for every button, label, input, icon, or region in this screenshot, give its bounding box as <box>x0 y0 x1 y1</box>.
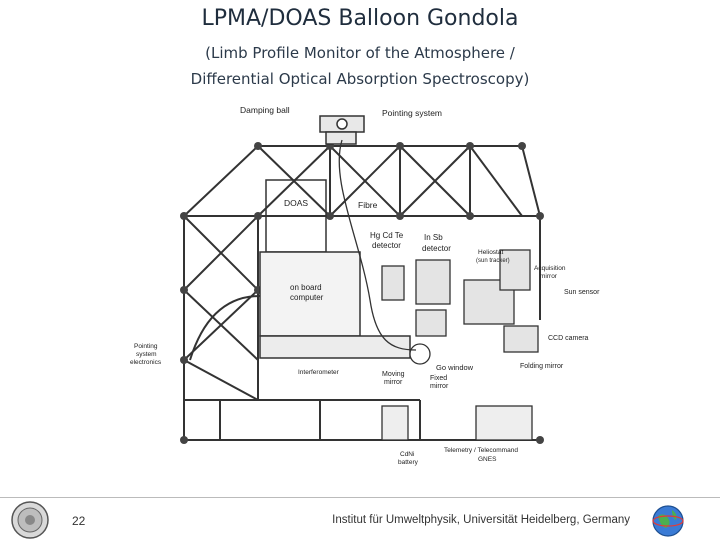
university-seal-icon <box>8 500 52 540</box>
label-pointing-system: Pointing system <box>382 108 442 118</box>
label-go-window: Go window <box>436 363 474 372</box>
slide-subtitle <box>0 40 720 92</box>
label-onboard-2: computer <box>290 293 324 302</box>
globe-logo-icon <box>646 502 690 540</box>
telemetry-box <box>476 406 532 440</box>
gondola-diagram <box>120 100 600 470</box>
label-hgcdte-2: detector <box>372 241 401 250</box>
label-insb-2: detector <box>422 244 451 253</box>
footer-divider <box>0 497 720 498</box>
label-insb-1: In Sb <box>424 233 443 242</box>
label-pointing-elec-3: electronics <box>130 359 162 366</box>
label-cdni-1: CdNi <box>400 451 415 458</box>
label-hgcdte-1: Hg Cd Te <box>370 231 404 240</box>
label-doas: DOAS <box>284 198 309 208</box>
subtitle-line-2: Differential Optical Absorption Spectroscopy) <box>190 70 530 88</box>
label-ccd-camera: CCD camera <box>548 335 589 342</box>
label-fixed-2: mirror <box>430 383 449 390</box>
label-telemetry-2: GNES <box>478 456 497 463</box>
pointing-system-assembly <box>320 116 364 144</box>
label-sun-sensor: Sun sensor <box>564 289 600 296</box>
label-fixed-1: Fixed <box>430 375 448 382</box>
page-number: 22 <box>72 514 86 528</box>
battery-box <box>382 406 408 440</box>
label-interferometer: Interferometer <box>298 369 339 376</box>
label-fibre: Fibre <box>358 200 378 210</box>
label-pointing-elec-1: Pointing <box>134 343 158 350</box>
label-onboard-1: on board <box>290 283 322 292</box>
institute-name: Institut für Umweltphysik, Universität Heidelberg, Germany <box>332 514 630 526</box>
label-heliostat-1: Heliostat <box>478 249 504 256</box>
label-heliostat-2: (sun tracker) <box>476 258 510 264</box>
label-cdni-2: battery <box>398 459 418 466</box>
label-acquisition-1: Acquisition <box>534 265 566 272</box>
label-damping-ball: Damping ball <box>240 105 290 115</box>
subtitle-line-1: (Limb Profile Monitor of the Atmosphere / <box>205 44 515 62</box>
label-acquisition-2: mirror <box>540 273 557 280</box>
label-folding-mirror: Folding mirror <box>520 363 564 370</box>
slide-title: LPMA/DOAS Balloon Gondola <box>201 6 519 31</box>
label-telemetry-1: Telemetry / Telecommand <box>444 447 518 454</box>
label-moving-2: mirror <box>384 379 403 386</box>
label-moving-1: Moving <box>382 371 405 378</box>
label-pointing-elec-2: system <box>136 351 157 358</box>
interferometer-box <box>260 336 410 358</box>
